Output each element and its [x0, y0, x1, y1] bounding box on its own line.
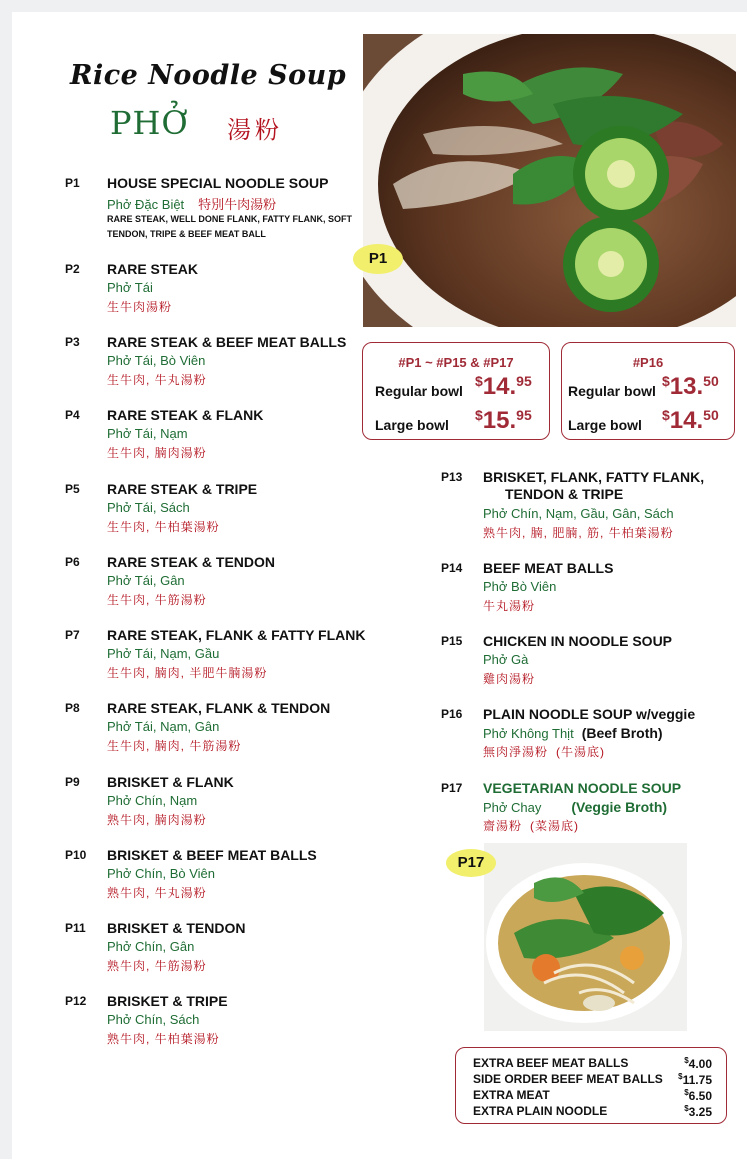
- item-name-line2: TENDON & TRIPE: [505, 486, 624, 502]
- item-viet-text: Phở Chay: [483, 800, 542, 815]
- price-cents: 50: [703, 407, 719, 423]
- item-name: RARE STEAK & FLANK: [107, 407, 264, 423]
- item-chinese: 生牛肉, 腩肉, 牛筋湯粉: [107, 739, 242, 753]
- photo-tag-p1: P1: [353, 244, 403, 274]
- item-name: RARE STEAK & BEEF MEAT BALLS: [107, 334, 347, 350]
- item-name: BRISKET & TENDON: [107, 920, 246, 936]
- item-vietnamese: Phở Chín, Nạm, Gầu, Gân, Sách: [483, 506, 674, 521]
- dollar-sign: $: [684, 1088, 689, 1097]
- extra-price-value: 6.50: [688, 1089, 712, 1103]
- dollar-sign: $: [684, 1056, 689, 1065]
- price-box-heading: #P16: [632, 355, 664, 370]
- price-cents: 95: [516, 373, 532, 389]
- item-chinese: 熟牛肉, 牛柏葉湯粉: [107, 1032, 220, 1046]
- large-bowl-label: Large bowl: [375, 417, 449, 433]
- price-whole: 14.: [482, 373, 517, 400]
- regular-bowl-price: [475, 373, 532, 401]
- price-box-p16: [561, 342, 735, 440]
- item-cn-text: 齋湯粉: [483, 819, 523, 833]
- price-box-heading: #P1 ~ #P15 & #P17: [398, 355, 514, 370]
- price-cents: 95: [516, 407, 532, 423]
- item-viet-text: Phở Đặc Biệt: [107, 197, 185, 212]
- item-viet-text: Phở Không Thịt: [483, 726, 574, 741]
- item-vietnamese: Phở Bò Viên: [483, 579, 557, 594]
- item-name: BEEF MEAT BALLS: [483, 560, 614, 576]
- item-vietnamese: [483, 799, 667, 815]
- item-vietnamese: Phở Chín, Sách: [107, 1012, 200, 1027]
- item-vietnamese: Phở Gà: [483, 652, 529, 667]
- item-chinese: 生牛肉, 牛柏葉湯粉: [107, 520, 220, 534]
- item-code: P2: [65, 262, 80, 276]
- extra-item: [473, 1088, 712, 1102]
- item-chinese: [483, 817, 579, 834]
- item-vietnamese: Phở Tái, Gân: [107, 573, 185, 588]
- pho-bowl-illustration: [363, 34, 736, 327]
- item-chinese: 熟牛肉, 牛筋湯粉: [107, 959, 207, 973]
- item-vietnamese: [483, 725, 663, 741]
- dollar-sign: $: [475, 407, 483, 423]
- menu-title: Rice Noodle Soup: [70, 60, 347, 91]
- pho-bowl-photo: [363, 34, 736, 327]
- extra-price-value: 4.00: [688, 1057, 712, 1071]
- price-cents: 50: [703, 373, 719, 389]
- extra-item: [473, 1104, 712, 1118]
- large-bowl-price: [662, 407, 719, 435]
- item-chinese: 生牛肉, 腩肉, 半肥牛腩湯粉: [107, 666, 268, 680]
- pho-heading: PHỞ: [110, 104, 189, 142]
- item-code: P12: [65, 994, 87, 1008]
- extra-label: EXTRA BEEF MEAT BALLS: [473, 1056, 629, 1070]
- item-name: RARE STEAK: [107, 261, 199, 277]
- item-chinese: [483, 743, 605, 760]
- item-chinese: 熟牛肉, 腩, 肥腩, 筋, 牛柏葉湯粉: [483, 526, 674, 540]
- item-cn-broth: (牛湯底): [556, 745, 606, 759]
- menu-page: [12, 12, 747, 1159]
- broth-note: (Beef Broth): [581, 725, 663, 741]
- item-name: HOUSE SPECIAL NOODLE SOUP: [107, 175, 329, 191]
- item-code: P15: [441, 634, 463, 648]
- item-vietnamese: Phở Chín, Bò Viên: [107, 866, 216, 881]
- price-whole: 13.: [669, 373, 704, 400]
- item-name: BRISKET & TRIPE: [107, 993, 228, 1009]
- item-code: P16: [441, 707, 463, 721]
- pho-chinese-heading: 湯粉: [227, 116, 283, 144]
- extra-price-value: 11.75: [682, 1073, 712, 1087]
- vegetarian-bowl-illustration: [484, 843, 687, 1031]
- extra-price: [684, 1056, 712, 1071]
- item-vietnamese: Phở Tái, Nạm: [107, 426, 188, 441]
- item-name: RARE STEAK, FLANK & FATTY FLANK: [107, 627, 366, 643]
- item-code: P10: [65, 848, 87, 862]
- extra-item: [473, 1056, 712, 1070]
- vegetarian-bowl-photo: [484, 843, 687, 1031]
- item-name: BRISKET & FLANK: [107, 774, 234, 790]
- item-name: VEGETARIAN NOODLE SOUP: [483, 780, 682, 796]
- item-code: P5: [65, 482, 80, 496]
- item-cn-broth: (菜湯底): [530, 819, 580, 833]
- item-vietnamese: Phở Tái, Sách: [107, 500, 190, 515]
- item-code: P17: [441, 781, 463, 795]
- large-bowl-label: Large bowl: [568, 417, 642, 433]
- item-code: P1: [65, 176, 80, 190]
- item-chinese: 熟牛肉, 牛丸湯粉: [107, 886, 207, 900]
- item-code: P14: [441, 561, 463, 575]
- dollar-sign: $: [662, 373, 670, 389]
- dollar-sign: $: [662, 407, 670, 423]
- item-vietnamese: Phở Tái: [107, 280, 153, 295]
- extra-label: SIDE ORDER BEEF MEAT BALLS: [473, 1072, 663, 1086]
- price-whole: 14.: [669, 407, 704, 434]
- regular-bowl-price: [662, 373, 719, 401]
- dollar-sign: $: [684, 1104, 689, 1113]
- price-box-p1-p15-p17: [362, 342, 550, 440]
- item-name: RARE STEAK, FLANK & TENDON: [107, 700, 331, 716]
- regular-bowl-label: Regular bowl: [568, 383, 656, 399]
- photo-tag-p17: P17: [446, 849, 496, 877]
- broth-note: (Veggie Broth): [571, 799, 668, 815]
- item-chinese: 生牛肉湯粉: [107, 300, 173, 314]
- item-name: CHICKEN IN NOODLE SOUP: [483, 633, 673, 649]
- extras-box: [455, 1047, 727, 1124]
- regular-bowl-label: Regular bowl: [375, 383, 463, 399]
- item-chinese: 牛丸湯粉: [483, 599, 536, 613]
- item-cn-text: 無肉淨湯粉: [483, 745, 549, 759]
- item-code: P6: [65, 555, 80, 569]
- item-name: BRISKET, FLANK, FATTY FLANK,: [483, 469, 705, 485]
- item-code: P11: [65, 921, 86, 935]
- extra-price: [678, 1072, 712, 1087]
- price-whole: 15.: [482, 407, 517, 434]
- item-name: BRISKET & BEEF MEAT BALLS: [107, 847, 317, 863]
- extra-price-value: 3.25: [688, 1105, 712, 1119]
- extra-price: [684, 1104, 712, 1119]
- item-chinese: 雞肉湯粉: [483, 672, 536, 686]
- item-chinese: 特別牛肉湯粉: [198, 197, 277, 212]
- item-name: PLAIN NOODLE SOUP w/veggie: [483, 706, 696, 722]
- item-code: P13: [441, 470, 463, 484]
- large-bowl-price: [475, 407, 532, 435]
- item-name: RARE STEAK & TRIPE: [107, 481, 258, 497]
- item-vietnamese: Phở Tái, Bò Viên: [107, 353, 206, 368]
- item-name: RARE STEAK & TENDON: [107, 554, 276, 570]
- item-code: P4: [65, 408, 80, 422]
- dollar-sign: $: [475, 373, 483, 389]
- item-chinese: 熟牛肉, 腩肉湯粉: [107, 813, 207, 827]
- item-code: P9: [65, 775, 80, 789]
- item-code: P3: [65, 335, 80, 349]
- dollar-sign: $: [678, 1072, 683, 1081]
- item-description: RARE STEAK, WELL DONE FLANK, FATTY FLANK, SOFT TENDON, TRIPE & BEEF MEAT BALL: [107, 214, 352, 239]
- item-chinese: 生牛肉, 腩肉湯粉: [107, 446, 207, 460]
- item-code: P7: [65, 628, 80, 642]
- extra-item: [473, 1072, 712, 1086]
- item-vietnamese: Phở Chín, Nạm: [107, 793, 198, 808]
- item-chinese: 生牛肉, 牛丸湯粉: [107, 373, 207, 387]
- item-vietnamese: [107, 194, 276, 213]
- item-vietnamese: Phở Tái, Nạm, Gân: [107, 719, 220, 734]
- item-vietnamese: Phở Chín, Gân: [107, 939, 195, 954]
- extra-price: [684, 1088, 712, 1103]
- item-code: P8: [65, 701, 80, 715]
- item-vietnamese: Phở Tái, Nạm, Gầu: [107, 646, 220, 661]
- extra-label: EXTRA MEAT: [473, 1088, 550, 1102]
- extra-label: EXTRA PLAIN NOODLE: [473, 1104, 608, 1118]
- item-chinese: 生牛肉, 牛筋湯粉: [107, 593, 207, 607]
